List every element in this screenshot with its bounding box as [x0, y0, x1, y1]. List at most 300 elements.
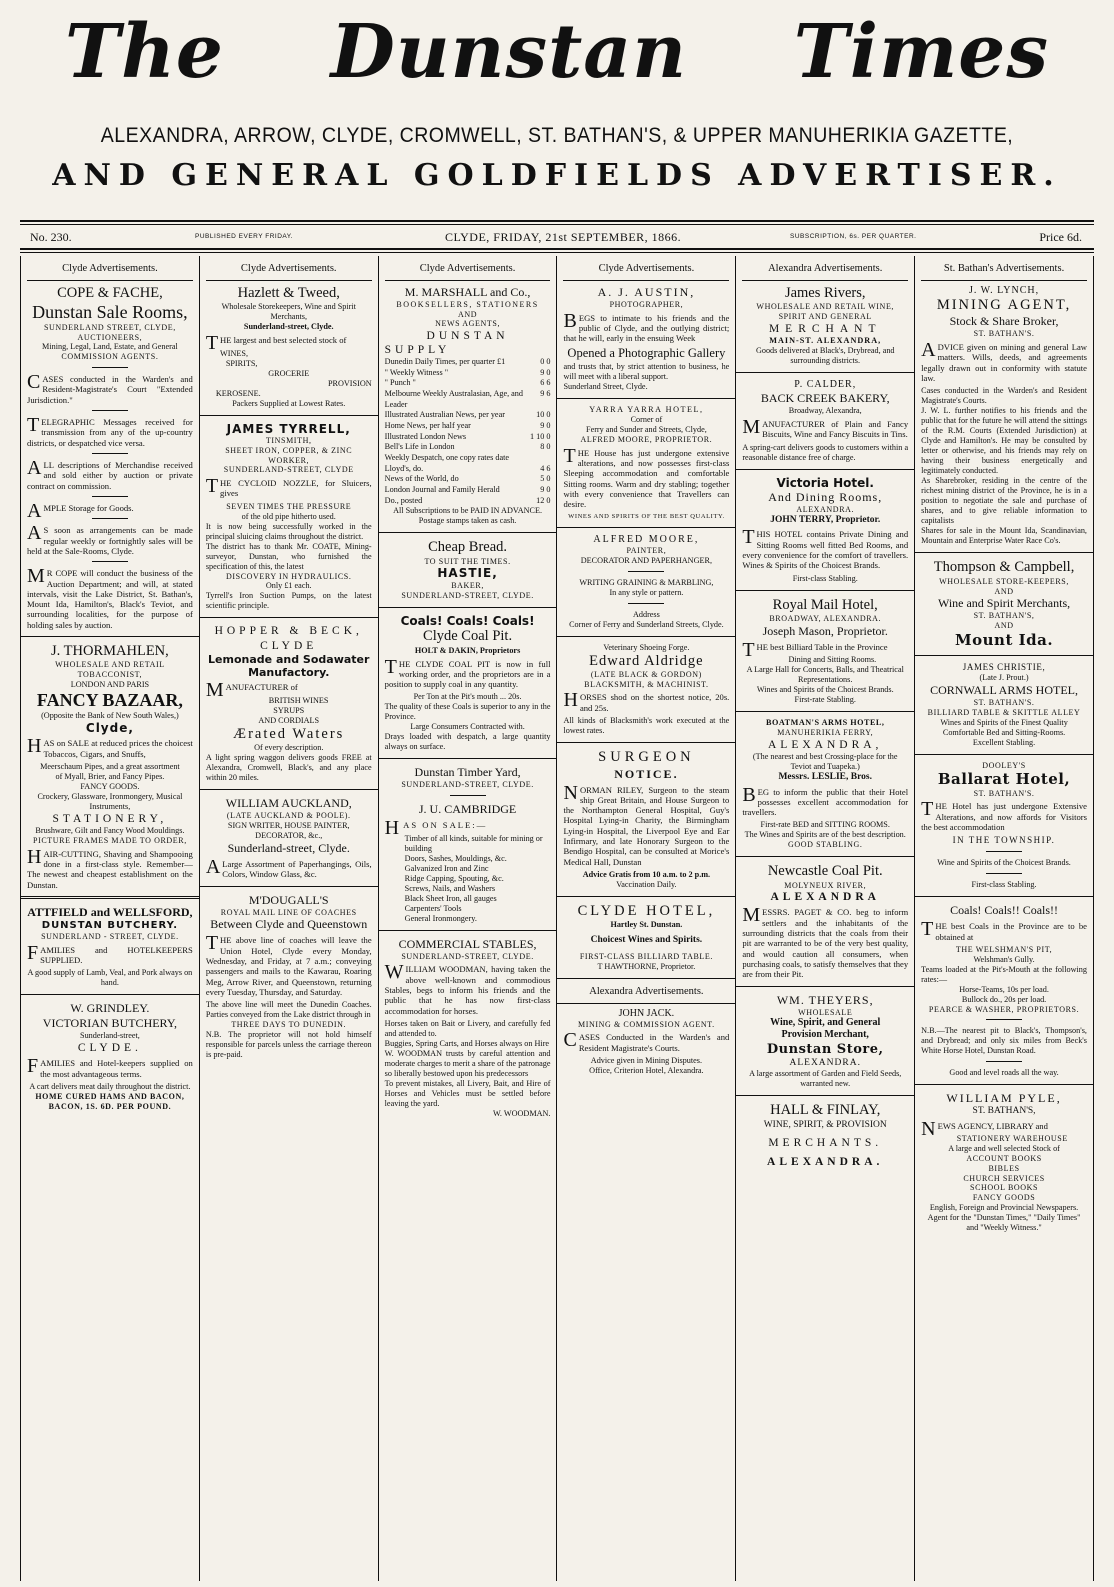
ad-paragraph: MANUFACTURER of: [205, 679, 298, 702]
column-heading: St. Bathan's Advertisements.: [921, 256, 1087, 281]
ad-line: Timber of all kinds, suitable for mining or building: [404, 833, 543, 853]
ad-name: Ballarat Hotel,: [937, 770, 1071, 789]
ad-name: Edward Aldridge: [589, 652, 704, 669]
ad-paragraph: AMPLE Storage for Goods.: [27, 499, 134, 522]
ad-line: A large and well selected Stock of: [948, 1144, 1060, 1153]
ad-line: PEARCE & WASHER, PROPRIETORS.: [928, 1004, 1080, 1014]
ad-title: Coals! Coals! Coals!: [400, 613, 535, 628]
ad-line: A large assortment of Garden and Field Seeds, warranted new.: [749, 1069, 902, 1089]
ad-line: SCHOOL BOOKS: [970, 1183, 1039, 1193]
ad-paragraph: THE CLYDE COAL PIT is now in full working order, and the proprietors are in a position to supply coal in any quantity.: [384, 655, 551, 690]
ad-line: FIRST-CLASS BILLIARD TABLE.: [579, 951, 713, 961]
ad-line: KEROSENE.: [215, 388, 261, 398]
ad-paragraph: THE CYCLOID NOZZLE, for Sluicers, gives: [205, 475, 372, 499]
ad-line: Shares for sale in the Mount Ida, Scandinavian, Mountain and Enterprise Water Race Co's.: [921, 526, 1087, 546]
ad-calder: [742, 379, 908, 463]
ad-line: AND: [458, 309, 478, 319]
ad-line: STATIONERY WAREHOUSE: [956, 1134, 1068, 1144]
ad-line: Large Consumers Contracted with.: [410, 722, 525, 732]
price-list-item: London Journal and Family Herald 9 0: [384, 484, 551, 494]
ad-thormahlen: [27, 643, 193, 890]
ad-hastie: [385, 539, 551, 600]
ad-line: Goods delivered at Black's, Drybread, and surrounding districts.: [755, 345, 895, 365]
ad-line: LONDON AND PARIS: [70, 679, 150, 689]
ad-marshall: [385, 285, 551, 526]
ad-line: And Dining Rooms,: [768, 490, 883, 505]
ad-paragraph: ALL descriptions of Merchandise received and sold either by auction or private contract on commission.: [27, 457, 193, 491]
ad-line: BRITISH WINES: [268, 695, 329, 705]
ad-name: WILLIAM PYLE,: [946, 1091, 1062, 1106]
column-4: [557, 256, 736, 1581]
ad-line: The quality of these Coals is superior to any in the Province.: [384, 702, 551, 722]
price-list-item: Weekly Despatch, one copy rates date: [384, 452, 510, 462]
ad-paragraph: TELEGRAPHIC Messages received for transmission from any of the up-country districts, or despatched vice versa.: [27, 414, 193, 448]
ad-line: Corner of Ferry and Sunderland Streets, Clyde.: [569, 619, 724, 629]
ad-name: W. GRINDLEY.: [70, 1001, 150, 1016]
price-list-item: Do., posted 12 0: [384, 495, 551, 505]
ad-line: of the old pipe hitherto used.: [241, 511, 336, 521]
ad-james-rivers: [742, 285, 908, 366]
ad-name: WILLIAM AUCKLAND,: [225, 796, 352, 811]
ad-line: PROVISION: [327, 378, 372, 388]
column-heading: Alexandra Advertisements.: [557, 978, 735, 1004]
ad-line: English, Foreign and Provincial Newspapers.: [929, 1202, 1079, 1212]
ad-line: Lemonade and Sodawater Manufactory.: [208, 652, 370, 680]
ad-paragraph: ADVICE given on mining and general Law matters. Wills, deeds, and agreements legally drawn out in conformity with statute law.: [921, 339, 1087, 384]
ad-line: A spring-cart delivers goods to customers within a reasonable distance free of charge.: [742, 442, 909, 462]
ad-clyde-coal: [385, 614, 551, 753]
ad-line: T HAWTHORNE, Proprietor.: [597, 961, 696, 971]
ad-title: Between Clyde and Queenstown: [210, 917, 368, 932]
ad-paragraph: FAMILIES and HOTELKEEPERS SUPPLIED.: [27, 941, 193, 966]
ad-line: Clyde,: [85, 720, 134, 735]
ad-grindley: [27, 1001, 193, 1111]
ad-line: HOLT & DAKIN, Proprietors: [414, 645, 521, 655]
ad-name: ALFRED MOORE,: [593, 533, 700, 545]
ad-line: SUPPLY: [384, 344, 451, 357]
ad-line: (LATE BLACK & GORDON): [590, 669, 702, 679]
ad-name: ATTFIELD and WELLSFORD,: [27, 904, 193, 919]
column-heading: Clyde Advertisements.: [385, 256, 551, 281]
column-3: [379, 256, 558, 1581]
ad-john-jack: [563, 1008, 729, 1077]
ad-line: ST. BATHAN'S.: [973, 329, 1035, 339]
ad-name: Hazlett & Tweed,: [237, 284, 340, 301]
ad-line: SUNDERLAND - STREET, CLYDE.: [41, 932, 179, 942]
column-heading: Clyde Advertisements.: [206, 256, 372, 281]
ad-name: YARRA YARRA HOTEL,: [589, 405, 704, 415]
ad-line: Dining and Sitting Rooms.: [788, 655, 877, 665]
ad-line: Advice Gratis from 10 a.m. to 2 p.m.: [582, 870, 711, 879]
ad-name: M. MARSHALL and Co.,: [404, 284, 531, 299]
price-list-item: " Punch " 6 6: [384, 378, 551, 388]
ad-name: HALL & FINLAY,: [770, 1102, 881, 1119]
ad-paragraph: MANUFACTURER of Plain and Fancy Biscuits, Wine and Fancy Biscuits in Tins.: [742, 415, 909, 440]
ad-line: ST. BATHAN'S.: [973, 698, 1035, 708]
column-2: [200, 256, 379, 1581]
ad-name: JOHN JACK.: [618, 1007, 675, 1019]
ad-line: ST. BATHAN'S,: [973, 611, 1035, 621]
ad-name: Thompson & Campbell,: [933, 559, 1075, 576]
ad-line: Black Sheet Iron, all gauges: [404, 893, 497, 903]
ad-newcastle-coal: [742, 863, 908, 979]
column-heading: Clyde Advertisements.: [563, 256, 729, 281]
ad-victoria-hotel: [742, 476, 908, 584]
ad-line: SUNDERLAND-STREET, CLYDE.: [401, 590, 534, 600]
ad-line: BAKER,: [451, 581, 484, 591]
ad-line: (The nearest and best Crossing-place for the Teviot and Tuapeka.): [752, 751, 898, 771]
ad-name: Newcastle Coal Pit.: [767, 863, 883, 880]
ad-hall-finlay: [742, 1102, 908, 1169]
ad-line: Per Ton at the Pit's mouth ... 20s.: [413, 692, 522, 702]
ad-commercial-stables: [385, 937, 551, 1119]
ad-line: CLYDE: [260, 639, 318, 652]
ad-title: BACK CREEK BAKERY,: [760, 390, 890, 405]
ad-name: J. W. LYNCH,: [968, 284, 1040, 296]
ad-line: WRITING GRAINING & MARBLING,: [579, 577, 714, 587]
ad-line: BIBLES: [988, 1163, 1020, 1173]
ad-name: CLYDE HOTEL,: [577, 903, 716, 919]
ad-paragraph: NORMAN RILEY, Surgeon to the steam ship Great Britain, and House Surgeon to the Northampton General Hospital, Guy's Hospital Lying-in Charity, the Birmingham Lying-in Hospital, the Liverpool Eye and Ear Infirmary, and late Honorary Surgeon to the Bendigo Hospital, can be consulted at Morice's Medical Hall, Dunstan: [563, 781, 730, 867]
ad-line: It is now being successfully worked in the principal sluicing claims throughout the district.: [205, 521, 372, 541]
ad-line: SUNDERLAND-STREET, CLYDE.: [401, 780, 534, 790]
ad-line: (LATE AUCKLAND & POOLE).: [226, 811, 351, 821]
price-list-item: Melbourne Weekly Australasian, Age, and Leader 9 6: [384, 389, 551, 409]
ad-paragraph: MESSRS. PAGET & CO. beg to inform settlers and the inhabitants of the surrounding districts that the coals from their pit are warranted to be of the very best quality, and would caution all consumers, when purchasing coals, to satisfy themselves that they are from their Pit.: [742, 904, 909, 980]
ad-line: A light spring waggon delivers goods FREE at Alexandra, Cromwell, Black's, and any place within 20 miles.: [205, 753, 372, 783]
ad-line: DUNSTAN: [426, 330, 509, 343]
ad-mdougall: [206, 893, 372, 1060]
ad-line: Crockery, Glassware, Ironmongery, Musical Instruments,: [37, 791, 183, 811]
masthead-rule: [20, 220, 1094, 225]
ad-line: GROCERIE: [268, 368, 310, 378]
ad-line: SUNDERLAND-STREET, CLYDE: [223, 465, 354, 475]
ad-line: CHURCH SERVICES: [963, 1173, 1045, 1183]
ad-line: WHOLESALE STORE-KEEPERS,: [939, 576, 1069, 586]
ad-line: Only £1 each.: [265, 581, 312, 591]
ad-line: A Large Hall for Concerts, Balls, and Theatrical Representations.: [746, 665, 904, 685]
ad-line: J. W. L. further notifies to his friends and the public that for the future he will attend the sittings of the R.M. Courts (Extended Jurisdiction) at Clyde and Hamilton's. He may be consulted by letter or otherwise, and his friends may rely on having their business energetically and legitimately conducted.: [921, 406, 1087, 476]
ad-line: A good supply of Lamb, Veal, and Pork always on hand.: [27, 968, 193, 988]
ad-line: TO SUIT THE TIMES.: [424, 556, 511, 566]
ad-royal-mail-hotel: [742, 597, 908, 705]
ad-line: ALEXANDRA.: [767, 1156, 884, 1169]
ad-title: Opened a Photographic Gallery: [567, 346, 726, 361]
gazette-subtitle: ALEXANDRA, ARROW, CLYDE, CROMWELL, ST. BATHAN'S, & UPPER MANUHERIKIA GAZETTE,: [100, 124, 1014, 147]
ad-paragraph: THE best Billiard Table in the Province: [742, 638, 888, 661]
ad-line: NOTICE.: [614, 766, 679, 781]
ad-line: MAIN-ST. ALEXANDRA,: [769, 335, 882, 345]
column-6: [915, 256, 1093, 1581]
ad-line: SUNDERLAND STREET, CLYDE,: [44, 322, 176, 332]
ad-line: Agent for the "Dunstan Times," "Daily Times" and "Weekly Witness.": [927, 1212, 1081, 1232]
ad-line: (Late J. Prout.): [979, 673, 1029, 683]
ad-paragraph: THE above line of coaches will leave the Union Hotel, Clyde every Monday, Wednesday, and Friday, at 7 a.m.; conveying passengers and mails to the Kawarau, Roaring Meg, Arrow River, and Queenstown, returning every Tuesday, Thursday, and Saturday.: [205, 932, 372, 997]
ad-line: The Wines and Spirits are of the best description.: [744, 830, 906, 840]
ad-name: A. J. AUSTIN,: [597, 284, 696, 299]
ad-line: Good and level roads all the way.: [949, 1068, 1059, 1078]
ad-title: MINING AGENT,: [936, 296, 1072, 313]
ad-line: Cases conducted in the Warden's and Resident Magistrate's Courts.: [921, 386, 1087, 406]
ad-line: Bullock do., 20s per load.: [961, 994, 1047, 1004]
issue-number: No. 230.: [30, 230, 72, 244]
ad-title: FANCY BAZAAR,: [36, 689, 183, 710]
ad-line: Sunderland-street, Clyde.: [243, 322, 334, 332]
ad-line: WHOLESALE AND RETAIL WINE,: [756, 302, 895, 312]
ad-name: Dunstan Timber Yard,: [414, 765, 521, 780]
ad-line: CLYDE.: [77, 1042, 142, 1055]
price-list-item: Dunedin Daily Times, per quarter £1 0 0: [384, 357, 551, 367]
ad-name: J. THORMAHLEN,: [51, 643, 169, 660]
ad-paragraph: THE House has just undergone extensive alterations, and now possesses first-class Sleeping accommodation and comfortable Sitting rooms. Warm and dry stabling; together with every convenience that Travellers can desire.: [563, 444, 730, 510]
ad-line: WINE, SPIRIT, & PROVISION: [763, 1119, 887, 1130]
ad-name: Clyde Coal Pit.: [423, 628, 513, 645]
ad-line: MERCHANTS.: [768, 1137, 883, 1150]
ad-title: Ærated Waters: [233, 725, 345, 742]
column-heading: Alexandra Advertisements.: [742, 256, 908, 281]
ad-line: The above line will meet the Dunedin Coaches. Parties conveyed from the Lake district through in: [205, 1000, 372, 1020]
ad-line: PHOTOGRAPHER,: [609, 299, 684, 309]
ad-line: Postage stamps taken as cash.: [418, 516, 517, 526]
ad-thompson-campbell: [921, 559, 1087, 649]
ad-line: ACCOUNT BOOKS: [966, 1154, 1042, 1163]
ad-line: SIGN WRITER, HOUSE PAINTER,: [227, 820, 350, 830]
price-list-item: Bell's Life in London 8 0: [384, 442, 551, 452]
ad-title: Veterinary Shoeing Forge.: [603, 642, 690, 652]
ad-line: STATIONERY,: [52, 812, 168, 825]
ad-line: Choicest Wines and Spirits.: [590, 935, 703, 946]
ad-line: As Sharebroker, residing in the centre of the richest mining district of the Province, he is in a position to negotiate the sale and purchase of shares, and to give reliable information to capitalists: [921, 476, 1087, 526]
ad-paragraph: WILLIAM WOODMAN, having taken the above well-known and commodious Stables, begs to inform his friends and the public that he has now first-class accommodation for horses.: [384, 961, 551, 1016]
ad-line: Of every description.: [254, 743, 324, 753]
ad-line: First-class Stabling.: [792, 573, 858, 583]
ad-name: COMMERCIAL STABLES,: [398, 936, 537, 951]
publication-frequency: PUBLISHED EVERY FRIDAY.: [195, 233, 294, 240]
ad-paragraph: THIS HOTEL contains Private Dining and Sitting Rooms well fitted Bed Rooms, and every convenience for the comfort of travellers. Wines & Spirits of the Choicest Brands.: [742, 526, 909, 571]
ad-line: Broadway, Alexandra,: [788, 405, 862, 415]
ad-boatmans-arms: [742, 718, 908, 850]
ad-theyers: [742, 993, 908, 1090]
ad-tyrrell: [206, 422, 372, 612]
ad-paragraph: THE largest and best selected stock of: [205, 332, 347, 355]
ad-line: All kinds of Blacksmith's work executed at the lowest rates.: [563, 716, 730, 736]
ad-name: JAMES TYRRELL,: [226, 421, 351, 436]
ad-line: Horse-Teams, 10s per load.: [959, 984, 1049, 994]
ad-name: Royal Mail Hotel,: [772, 596, 878, 613]
ad-paragraph: MR COPE will conduct the business of the Auction Department; and will, at stated intervals, visit the Lake District, St. Bathan's, Mount Ida, Hamilton's, Black's Teviot, and surrounding localities, for the purpose of holding sales by auction.: [27, 565, 193, 630]
ad-line: Comfortable Bed and Sitting-Rooms.: [942, 727, 1066, 737]
ad-line: To prevent mistakes, all Livery, Bait, and Hire of Horses and Vehicles must be settled before leaving the yard.: [384, 1078, 551, 1108]
ad-line: DISCOVERY IN HYDRAULICS.: [226, 571, 352, 581]
issue-info-bar: [30, 230, 1090, 246]
ad-timber-yard: [385, 765, 551, 923]
ad-title: Cheap Bread.: [428, 539, 508, 556]
ad-line: N.B. The proprietor will not hold himself responsible for parcels unless the carriage thereon is pre-paid.: [205, 1029, 372, 1059]
ad-line: ROYAL MAIL LINE OF COACHES: [220, 907, 357, 917]
ad-paragraph: CASES Conducted in the Warden's and Resident Magistrate's Courts.: [563, 1029, 730, 1053]
ad-line: WHOLESALE: [798, 1007, 853, 1017]
ad-line: Welshman's Gully.: [973, 954, 1035, 964]
ad-line: A cart delivers meat daily throughout the district.: [29, 1082, 191, 1092]
ad-line: Horses taken on Bait or Livery, and carefully fed and attended to.: [384, 1018, 551, 1038]
title-word: Times: [793, 9, 1049, 95]
ad-line: AND: [994, 621, 1014, 631]
ad-line: Sunderland-street,: [80, 1031, 140, 1041]
title-word: Dunstan: [330, 9, 688, 95]
ad-line: MINING & COMMISSION AGENT.: [578, 1019, 715, 1029]
ad-line: W. WOODMAN.: [492, 1108, 551, 1118]
ad-line: Hartley St. Dunstan.: [610, 920, 683, 930]
ad-christie: [921, 662, 1087, 747]
ad-paragraph: AS soon as arrangements can be made regular weekly or fortnightly sales will be held at the Sale-Rooms, Clyde.: [27, 522, 193, 556]
ad-line: HOME CURED HAMS AND BACON,: [35, 1092, 185, 1102]
ad-paragraph: ALarge Assortment of Paperhangings, Oils, Colors, Window Glass, &c.: [205, 855, 372, 880]
ad-name: James Rivers,: [784, 284, 866, 301]
ad-line: N.B.—The nearest pit to Black's, Thompson's, and Drybread; and only six miles from Beck's White Horse Hotel, Dunstan Road.: [921, 1026, 1087, 1056]
ad-line: COMMISSION AGENTS.: [61, 352, 159, 362]
ad-william-pyle: [921, 1091, 1087, 1232]
ad-line: Dunstan Store,: [766, 1041, 884, 1057]
ad-line: Packers Supplied at Lowest Rates.: [232, 398, 346, 408]
ad-line: ALEXANDRA,: [768, 738, 883, 751]
ad-line: Office, Criterion Hotel, Alexandra.: [589, 1066, 704, 1076]
ad-line: First-class Stabling.: [971, 880, 1037, 890]
ad-line: (Opposite the Bank of New South Wales,): [41, 710, 179, 720]
ad-line: Wines and Spirits of the Finest Quality: [940, 717, 1068, 727]
ad-line: SYRUPS: [273, 705, 305, 715]
ad-line: AND: [994, 586, 1014, 596]
ad-line: First-rate BED and SITTING ROOMS.: [760, 820, 890, 830]
ad-line: ALEXANDRA: [770, 891, 880, 904]
ad-line: WINES AND SPIRITS OF THE BEST QUALITY.: [568, 512, 725, 520]
ad-paragraph: HAS on SALE at reduced prices the choicest Tobaccos, Cigars, and Snuffs,: [27, 735, 193, 759]
ad-line: ALEXANDRA.: [789, 1057, 861, 1068]
ad-line: Ridge Capping, Spouting, &c.: [404, 873, 504, 883]
ad-line: IN THE TOWNSHIP.: [952, 835, 1056, 846]
ad-paragraph: HORSES shod on the shortest notice, 20s. and 25s.: [563, 689, 730, 713]
info-rule: [20, 248, 1094, 253]
ad-hopper-beck: [206, 624, 372, 783]
ad-paragraph: THE Hotel has just undergone Extensive Alterations, and now affords for Visitors the best accommodation: [921, 798, 1087, 832]
ad-attfield: [27, 905, 193, 989]
ad-line: DECORATOR AND PAPERHANGER,: [580, 555, 713, 565]
ad-line: GOOD STABLING.: [788, 840, 863, 850]
ad-paragraph: THE best Coals in the Province are to be obtained at: [921, 918, 1087, 942]
ad-line: General Ironmongery.: [404, 913, 477, 923]
ad-line: Sunderland-street, Clyde.: [227, 840, 350, 855]
price-list-item: Lloyd's, do. 4 6: [384, 463, 551, 473]
ad-line: THE WELSHMAN'S PIT,: [955, 944, 1053, 954]
ad-name: BOATMAN'S ARMS HOTEL,: [766, 718, 885, 728]
ad-line: Vaccination Daily.: [616, 880, 677, 889]
ad-line: Corner of: [630, 415, 663, 425]
price: Price 6d.: [1039, 230, 1082, 244]
ad-line: Meerschaum Pipes, and a great assortment: [40, 761, 180, 771]
ad-line: Provision Merchant,: [781, 1029, 869, 1041]
ad-welshman-pit: [921, 903, 1087, 1078]
ad-line: Carpenters' Tools: [404, 903, 462, 913]
ad-line: Joseph Mason, Proprietor.: [762, 623, 888, 638]
ad-line: JOHN TERRY, Proprietor.: [770, 514, 881, 525]
ad-line: SHEET IRON, COPPER, & ZINC WORKER,: [225, 445, 353, 465]
ad-line: Wine and Spirits of the Choicest Brands.: [937, 858, 1071, 868]
ad-line: MOLYNEUX RIVER,: [784, 880, 867, 890]
subscription-rate: SUBSCRIPTION, 6s. PER QUARTER.: [790, 233, 917, 240]
ad-line: Ferry and Sunder and Streets, Clyde,: [586, 425, 707, 435]
ad-line: AUCTIONEERS,: [77, 332, 143, 342]
ad-line: Drays loaded with despatch, a large quantity always on surface.: [384, 732, 551, 752]
ad-paragraph: HAS ON SALE:—: [384, 817, 488, 840]
ad-line: DOOLEY'S: [982, 760, 1026, 770]
ad-clyde-hotel: [563, 903, 729, 972]
newspaper-title: [20, 6, 1094, 98]
ad-line: Mining, Legal, Land, Estate, and General: [42, 342, 178, 352]
ad-line: W. WOODMAN trusts by careful attention and moderate charges to merit a share of the patronage so liberally bestowed upon his predecessors: [384, 1048, 551, 1078]
ad-line: SPIRIT AND GENERAL: [778, 311, 872, 321]
ad-line: ALEXANDRA.: [796, 505, 855, 515]
column-5: [736, 256, 915, 1581]
price-list-item: Illustrated London News 1 10 0: [384, 431, 551, 441]
ad-line: Address: [632, 609, 660, 619]
ad-line: Excellent Stabling.: [972, 737, 1036, 747]
ad-line: Tyrrell's Iron Suction Pumps, on the latest scientific principle.: [205, 591, 372, 611]
ad-paragraph: CASES conducted in the Warden's and Resident-Magistrate's Court "Extended Jurisdiction.": [27, 371, 193, 405]
ad-line: SEVEN TIMES THE PRESSURE: [226, 501, 352, 511]
column-1: [21, 256, 200, 1581]
price-list-item: " Weekly Witness " 9 0: [384, 367, 551, 377]
ad-line: WINES,: [220, 348, 249, 358]
column-heading: Clyde Advertisements.: [27, 256, 193, 281]
ad-title: Coals! Coals!! Coals!!: [950, 903, 1059, 918]
ad-line: NEWS AGENTS,: [435, 319, 501, 329]
ad-name: JAMES CHRISTIE,: [962, 662, 1046, 673]
ad-line: of Myall, Brier, and Fancy Pipes.: [55, 771, 165, 781]
ad-line: FANCY GOODS.: [80, 781, 140, 791]
ad-line: ALFRED MOORE, PROPRIETOR.: [580, 435, 713, 445]
ad-title: SURGEON: [598, 749, 695, 766]
ad-title: VICTORIAN BUTCHERY,: [42, 1016, 178, 1031]
ad-line: ST. BATHAN'S,: [972, 1106, 1036, 1117]
ad-hazlett: [206, 285, 372, 409]
ad-line: ST. BATHAN'S.: [973, 788, 1035, 798]
ad-line: PICTURE FRAMES MADE TO ORDER,: [33, 835, 187, 845]
ad-line: All Subscriptions to be PAID IN ADVANCE.: [393, 506, 543, 516]
ad-line: First-rate Stabling.: [794, 695, 856, 705]
ad-line: SUNDERLAND-STREET, CLYDE.: [401, 951, 534, 961]
ad-line: TINSMITH,: [265, 436, 312, 446]
price-list-item: Home News, per half year 9 0: [384, 421, 551, 431]
price-list-item: News of the World, do 5 0: [384, 474, 551, 484]
ad-line: Teams loaded at the Pit's-Mouth at the following rates:—: [921, 964, 1087, 984]
ad-line: SPIRITS,: [225, 358, 258, 368]
ad-line: Galvanized Iron and Zinc: [404, 863, 489, 873]
price-list-item: Illustrated Australian News, per year 10 0: [384, 410, 551, 420]
advertiser-subtitle: AND GENERAL GOLDFIELDS ADVERTISER.: [52, 158, 1062, 193]
ad-alfred-moore: [563, 534, 729, 630]
ad-name: P. CALDER,: [794, 378, 857, 390]
masthead: [20, 6, 1094, 193]
ad-lynch: [921, 285, 1087, 547]
ad-name: Victoria Hotel.: [776, 475, 874, 490]
ad-line: Mount Ida.: [955, 630, 1054, 649]
ad-paragraph: BEG to inform the public that their Hotel possesses excellent accommodation for travellers.: [742, 783, 909, 818]
ad-line: Wine, Spirit, and General: [770, 1017, 881, 1029]
ad-line: J. U. CAMBRIDGE: [418, 802, 517, 817]
title-word: The: [65, 9, 224, 95]
ad-name: HOPPER & BECK,: [214, 625, 363, 638]
ad-surgeon: [563, 749, 729, 890]
ad-paragraph: FAMILIES and Hotel-keepers supplied on the most advantageous terms.: [27, 1055, 193, 1079]
